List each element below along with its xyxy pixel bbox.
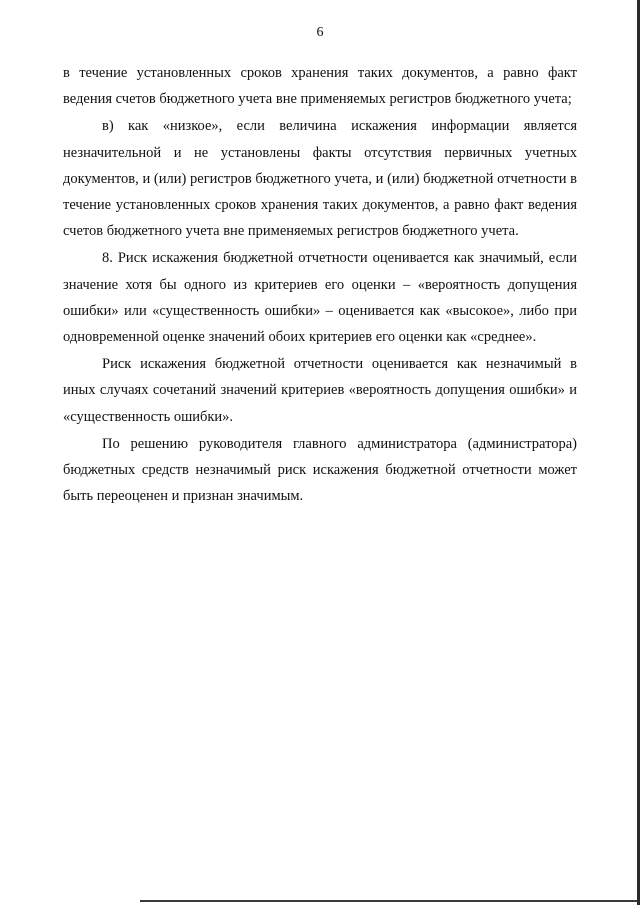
- paragraph-continuation: в течение установленных сроков хранения таких документов, а равно факт ведения счетов бюджетного учета вне применяемых регистров бюджетного учета;: [63, 65, 577, 108]
- document-body: [63, 60, 577, 509]
- paragraph-item-v: в) как «низкое», если величина искажения информации является незначительной и не установлены факты отсутствия первичных учетных документов, и (или) регистров бюджетного учета, и (или) бюджетной отчетности в течение установленных сроков хранения таких документов, а равно факт ведения счетов бюджетного учета вне применяемых регистров бюджетного учета.: [63, 118, 577, 240]
- page-number: 6: [316, 25, 324, 40]
- paragraph-reassessment: По решению руководителя главного администратора (администратора) бюджетных средств незначимый риск искажения бюджетной отчетности может быть переоценен и признан значимым.: [63, 435, 577, 505]
- paragraph-8: 8. Риск искажения бюджетной отчетности оценивается как значимый, если значение хотя бы одного из критериев его оценки – «вероятность допущения ошибки» или «существенность ошибки» – оценивается как «высокое», либо при одновременной оценке значений обоих критериев его оценки как «среднее».: [63, 250, 577, 346]
- paragraph-insignificant-risk: Риск искажения бюджетной отчетности оценивается как незначимый в иных случаях сочетаний значений критериев «вероятность допущения ошибки» и «существенность ошибки».: [63, 356, 577, 425]
- scan-edge-bottom: [140, 900, 637, 902]
